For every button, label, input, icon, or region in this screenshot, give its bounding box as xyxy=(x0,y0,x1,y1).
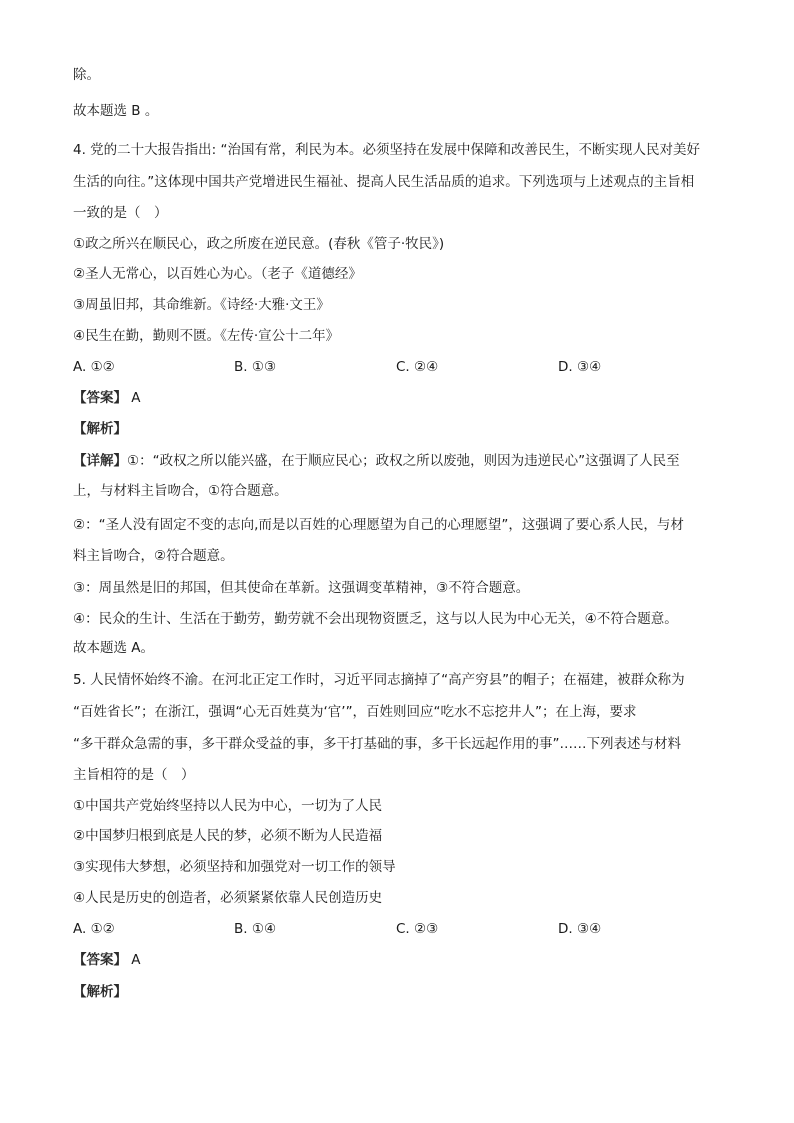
q4-detail-line-4: 料主旨吻合，②符合题意。 xyxy=(73,548,234,564)
q5-analysis-tag xyxy=(73,982,127,1002)
q4-detail-line-6: ④：民众的生计、生活在于勤劳，勤劳就不会出现物资匮乏，这与以人民为中心无关，④不符合题意。 xyxy=(73,611,678,627)
q4-stem-line-1: 4. 党的二十大报告指出: “治国有常，利民为本。必须坚持在发展中保障和改善民生，不断实现人民对美好 xyxy=(73,142,701,158)
prev-conclusion: 故本题选 B 。 xyxy=(73,103,159,119)
q5-stem-line-4: 主旨相符的是（ ） xyxy=(73,767,195,783)
answer-tag: 【答案】 xyxy=(73,952,127,968)
q5-item-1: ①中国共产党始终坚持以人民为中心，一切为了人民 xyxy=(73,798,383,814)
q4-item-3: ③周虽旧邦，其命维新。《诗经·大雅·文王》 xyxy=(73,297,330,313)
q5-option-d: D. ③④ xyxy=(558,921,602,937)
q5-answer xyxy=(73,950,141,970)
analysis-tag: 【解析】 xyxy=(73,984,127,1000)
q4-option-c: C. ②④ xyxy=(396,359,439,375)
q4-option-b: B. ①③ xyxy=(234,359,277,375)
q5-stem-line-3: “多干群众急需的事，多干群众受益的事，多干打基础的事，多干长远起作用的事”……下列表述与材料 xyxy=(73,736,681,752)
q4-option-d: D. ③④ xyxy=(558,359,602,375)
q4-answer xyxy=(73,388,141,408)
q5-stem-line-2: “百姓省长”；在浙江，强调“心无百姓莫为‘官’”，百姓则回应“吃水不忘挖井人”；在上海，要求 xyxy=(73,704,637,720)
q5-item-4: ④人民是历史的创造者，必须紧紧依靠人民创造历史 xyxy=(73,890,383,906)
q5-stem-line-1: 5. 人民情怀始终不渝。在河北正定工作时，习近平同志摘掉了“高产穷县”的帽子；在福建，被群众称为 xyxy=(73,672,685,688)
analysis-tag: 【解析】 xyxy=(73,421,127,437)
q4-stem-line-3: 一致的是（ ） xyxy=(73,205,168,221)
q5-item-3: ③实现伟大梦想，必须坚持和加强党对一切工作的领导 xyxy=(73,859,396,875)
q4-item-1: ①政之所兴在顺民心，政之所废在逆民意。(春秋《管子·牧民》) xyxy=(73,236,445,252)
q4-options xyxy=(73,357,723,377)
q5-option-a: A. ①② xyxy=(73,921,115,937)
q4-detail-line-2: 上，与材料主旨吻合，①符合题意。 xyxy=(73,483,288,499)
q4-item-2: ②圣人无常心，以百姓心为心。（老子《道德经》 xyxy=(73,266,362,282)
q4-detail-line-1 xyxy=(73,451,680,471)
answer-value: A xyxy=(131,952,141,968)
prev-tail: 除。 xyxy=(73,67,100,83)
detail-tag: 【详解】 xyxy=(73,453,127,469)
q5-option-c: C. ②③ xyxy=(396,921,439,937)
q4-stem-line-2: 生活的向往。”这体现中国共产党增进民生福祉、提高人民生活品质的追求。下列选项与上述观点的主旨相 xyxy=(73,174,695,190)
q4-detail-line-7: 故本题选 A。 xyxy=(73,640,155,656)
detail-text: ①：“政权之所以能兴盛，在于顺应民心；政权之所以废弛，则因为违逆民心”这强调了人民至 xyxy=(127,453,680,469)
q4-detail-line-5: ③：周虽然是旧的邦国，但其使命在革新。这强调变革精神，③不符合题意。 xyxy=(73,580,530,596)
q4-analysis-tag xyxy=(73,419,127,439)
q5-option-b: B. ①④ xyxy=(234,921,277,937)
q4-item-4: ④民生在勤，勤则不匮。《左传·宣公十二年》 xyxy=(73,328,340,344)
answer-value: A xyxy=(131,390,141,406)
q4-option-a: A. ①② xyxy=(73,359,115,375)
answer-tag: 【答案】 xyxy=(73,390,127,406)
q5-item-2: ②中国梦归根到底是人民的梦，必须不断为人民造福 xyxy=(73,828,383,844)
q4-detail-line-3: ②：“圣人没有固定不变的志向,而是以百姓的心理愿望为自己的心理愿望”，这强调了要心系人民，与材 xyxy=(73,517,684,533)
q5-options xyxy=(73,919,723,939)
